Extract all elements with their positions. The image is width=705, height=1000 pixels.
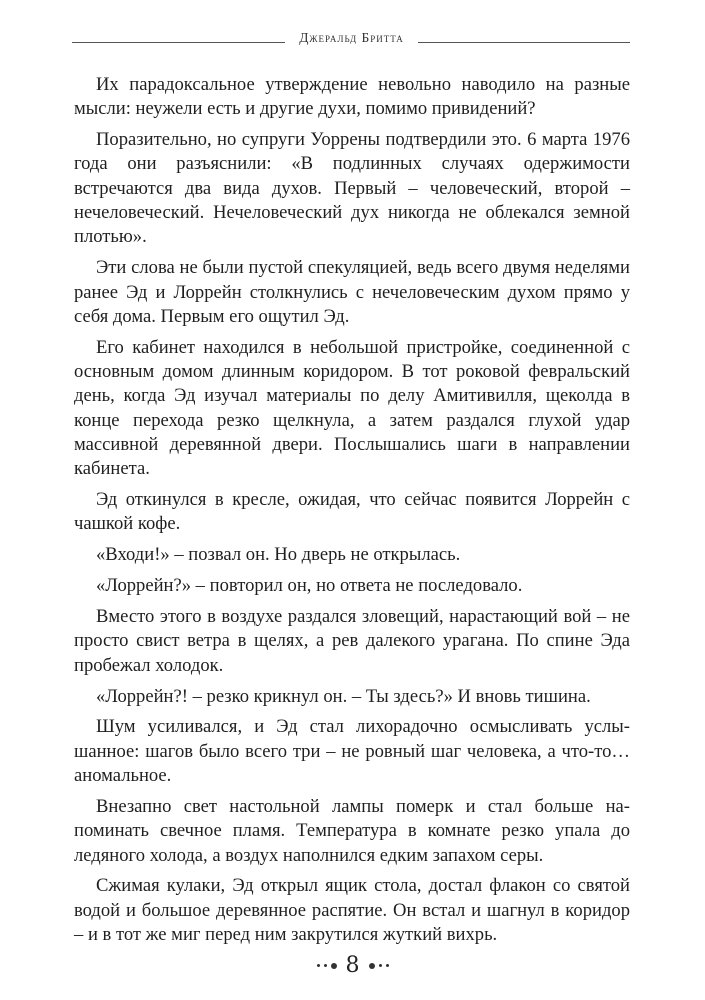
- paragraph: «Лоррейн?» – повторил он, но ответа не последовало.: [96, 575, 523, 597]
- paragraph: Его кабинет находился в небольшой пристройке, соединенной с основным домом длинным коридором. В тот роковой февральский день, когда Эд изучал материалы по делу Амитивилля, щеколда в конце перехода резко щелкнула, а затем раздался глухой удар массивной деревянной двери. Послышались шаги в направлении кабинета.: [74, 336, 630, 480]
- header-rule-right: [418, 42, 630, 43]
- page-number: 8: [345, 953, 360, 978]
- ornament-right: [369, 963, 389, 969]
- page-footer: [0, 953, 705, 983]
- running-header: [72, 28, 630, 50]
- header-rule-left: [72, 42, 285, 43]
- paragraph: Внезапно свет настольной лампы померк и стал больше напоминать свечное пламя. Температура в комнате резко упала до ледяного холода, а воздух наполнился едким запахом серы.: [74, 795, 630, 866]
- paragraph: «Входи!» – позвал он. Но дверь не открылась.: [96, 544, 461, 566]
- paragraph: Шум усиливался, и Эд стал лихорадочно осмысливать услышанное: шагов было всего три – не ровный шаг человека, а что-то… аномальное.: [74, 716, 630, 787]
- paragraph: «Лоррейн?! – резко крикнул он. – Ты здесь?» И вновь тишина.: [96, 685, 591, 707]
- paragraph: Сжимая кулаки, Эд открыл ящик стола, достал флакон со святой водой и большое деревянное распятие. Он встал и шагнул в коридор – и в тот же миг перед ним закрутился жуткий вихрь.: [74, 875, 630, 946]
- paragraph: Поразительно, но супруги Уоррены подтвердили это. 6 марта 1976 года они разъяснили: «В подлинных случаях одержимости встречаются два вида духов. Первый – человеческий, второй – нечеловеческий. Нечеловеческий дух никогда не облекался земной плотью».: [74, 129, 630, 248]
- running-title: Джеральд Бритта: [299, 30, 404, 45]
- paragraph: Эд откинулся в кресле, ожидая, что сейчас появится Лоррейн с чашкой кофе.: [74, 489, 630, 535]
- page-body: [74, 73, 630, 954]
- ornament-left: [317, 963, 337, 969]
- paragraph: Вместо этого в воздухе раздался зловещий, нарастающий вой – не просто свист ветра в щелях, а рев далекого урагана. По спине Эда пробежал холодок.: [74, 606, 630, 676]
- paragraph: Их парадоксальное утверждение невольно наводило на разные мысли: неужели есть и другие духи, помимо привидений?: [74, 74, 630, 120]
- paragraph: Эти слова не были пустой спекуляцией, ведь всего двумя неделями ранее Эд и Лоррейн столкнулись с нечеловеческим духом прямо у себя дома. Первым его ощутил Эд.: [74, 257, 630, 327]
